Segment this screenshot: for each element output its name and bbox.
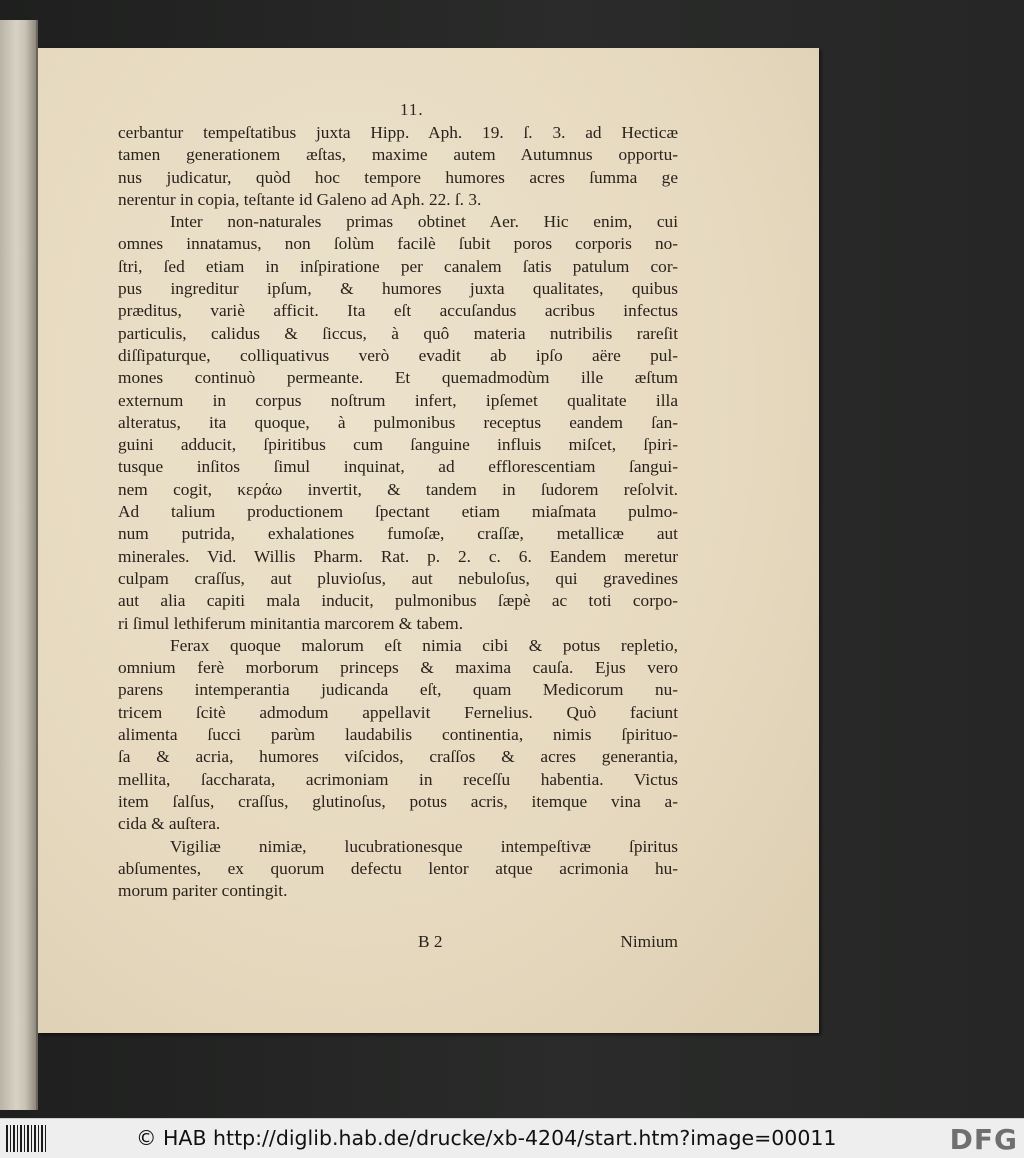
- text-line: culpam craſſus, aut pluvioſus, aut nebuloſus, qui gravedines: [118, 568, 678, 588]
- text-line: nus judicatur, quòd hoc tempore humores acres ſumma ge: [118, 167, 678, 187]
- text-line: Inter non-naturales primas obtinet Aer. Hic enim, cui: [170, 212, 678, 232]
- text-line: tamen generationem æſtas, maxime autem Autumnus opportu-: [118, 145, 678, 165]
- text-line: nerentur in copia, teſtante id Galeno ad Aph. 22. ſ. 3.: [118, 189, 482, 209]
- signature-mark: B 2: [418, 932, 443, 951]
- text-line: alimenta ſucci parùm laudabilis continentia, nimis ſpirituo-: [118, 725, 678, 745]
- text-line: minerales. Vid. Willis Pharm. Rat. p. 2. c. 6. Eandem meretur: [118, 546, 678, 566]
- text-line: abſumentes, ex quorum defectu lentor atque acrimonia hu-: [118, 858, 678, 878]
- text-line: morum pariter contingit.: [118, 881, 288, 901]
- text-line: diſſipaturque, colliquativus verò evadit ab ipſo aëre pul-: [118, 345, 678, 365]
- text-line: guini adducit, ſpiritibus cum ſanguine influis miſcet, ſpiri-: [118, 435, 678, 455]
- text-line: ri ſimul lethiferum minitantia marcorem & tabem.: [118, 613, 464, 633]
- text-line: ſa & acria, humores viſcidos, craſſos & acres generantia,: [118, 747, 678, 767]
- text-line: cerbantur tempeſtatibus juxta Hipp. Aph. 19. ſ. 3. ad Hecticæ: [118, 123, 678, 142]
- text-line: nem cogit, κεράω invertit, & tandem in ſudorem reſolvit.: [118, 479, 678, 499]
- previous-page-edge: [0, 20, 38, 1110]
- dfg-logo: DFG: [949, 1123, 1018, 1156]
- catchword: Nimium: [620, 932, 678, 951]
- text-line: num putrida, exhalationes fumoſæ, craſſæ, metallicæ aut: [118, 524, 678, 544]
- text-line: parens intemperantia judicanda eſt, quam Medicorum nu-: [118, 680, 678, 700]
- text-line: omnium ferè morborum princeps & maxima cauſa. Ejus vero: [118, 658, 678, 678]
- text-line: aut alia capiti mala inducit, pulmonibus ſæpè ac toti corpo-: [118, 591, 678, 611]
- text-line: particulis, calidus & ſiccus, à quô materia nutribilis rareſit: [118, 323, 678, 343]
- text-line: item ſalſus, craſſus, glutinoſus, potus acris, itemque vina a-: [118, 791, 678, 811]
- text-line: Ad talium productionem ſpectant etiam miaſmata pulmo-: [118, 502, 678, 522]
- text-line: præditus, variè afficit. Ita eſt accuſandus acribus infectus: [118, 301, 678, 321]
- text-line: omnes innatamus, non ſolùm facilè ſubit poros corporis no-: [118, 234, 678, 254]
- book-page: [38, 48, 819, 1033]
- text-line: cida & auſtera.: [118, 814, 221, 834]
- copyright-link[interactable]: © HAB http://diglib.hab.de/drucke/xb-4204/start.htm?image=00011: [136, 1126, 837, 1150]
- barcode-icon: [6, 1125, 46, 1152]
- text-line: Vigiliæ nimiæ, lucubrationesque intempeſtivæ ſpiritus: [170, 836, 678, 856]
- text-line: tricem ſcitè admodum appellavit Fernelius. Quò faciunt: [118, 702, 678, 722]
- body-text: [118, 122, 678, 902]
- text-line: tusque inſitos ſimul inquinat, ad efflorescentiam ſangui-: [118, 457, 678, 477]
- text-line: externum in corpus noſtrum infert, ipſemet qualitate illa: [118, 390, 678, 410]
- text-line: Ferax quoque malorum eſt nimia cibi & potus repletio,: [170, 635, 678, 655]
- text-line: alteratus, ita quoque, à pulmonibus receptus eandem ſan-: [118, 412, 678, 432]
- text-line: pus ingreditur ipſum, & humores juxta qualitates, quibus: [118, 279, 678, 299]
- text-line: ſtri, ſed etiam in inſpiratione per canalem ſatis patulum cor-: [118, 256, 678, 276]
- page-number: 11.: [400, 100, 424, 119]
- text-line: mones continuò permeante. Et quemadmodùm ille æſtum: [118, 368, 678, 388]
- text-line: mellita, ſaccharata, acrimoniam in receſſu habentia. Victus: [118, 769, 678, 789]
- viewer-footer: [0, 1118, 1024, 1158]
